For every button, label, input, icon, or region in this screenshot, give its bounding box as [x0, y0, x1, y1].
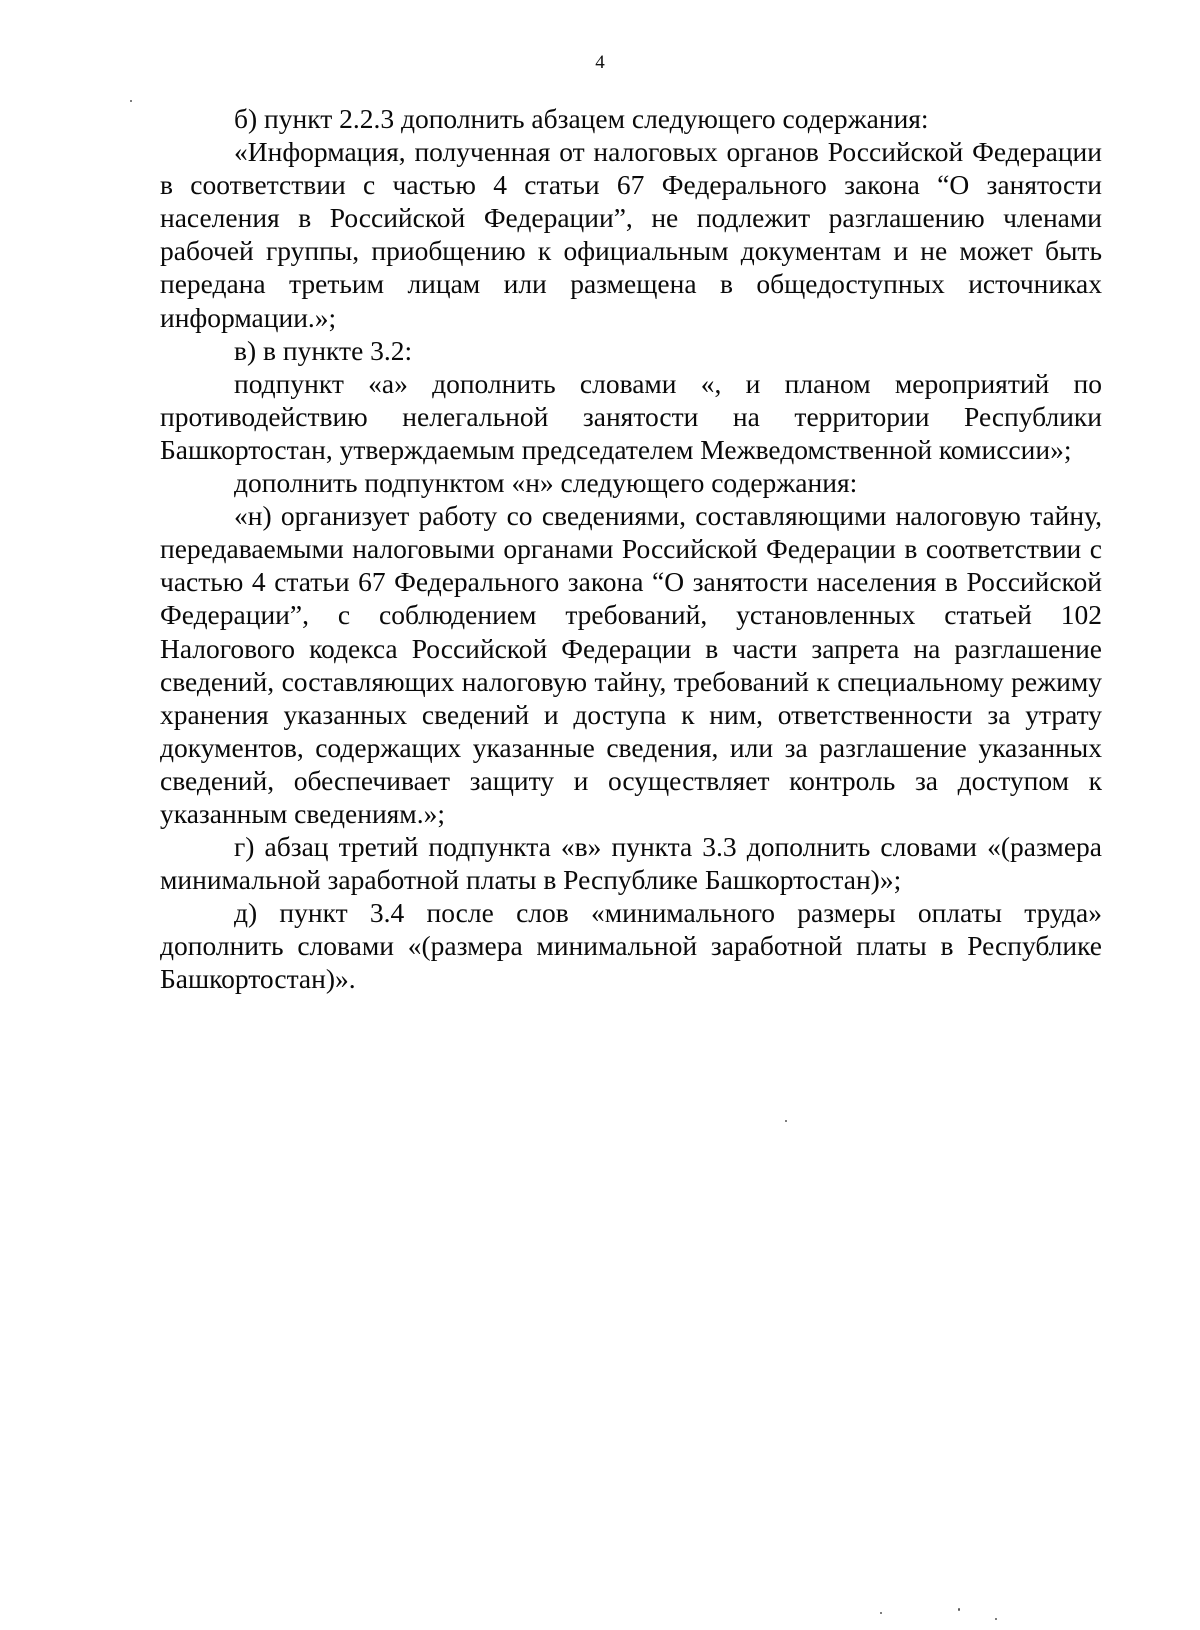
- scan-speck: [785, 1120, 787, 1122]
- scan-speck: [958, 1608, 960, 1611]
- paragraph-d: д) пункт 3.4 после слов «минимального размеры оплаты труда» дополнить словами «(размера минимальной заработной платы в Республике Башкортостан)».: [160, 897, 1102, 995]
- paragraph-b-quote: «Информация, полученная от налоговых органов Российской Федерации в соответствии с частью 4 статьи 67 Федерального закона “О занятости населения в Российской Федерации”, не подлежит разглашению членами рабочей группы, приобщению к официальным документам и не может быть передана третьим лицам или размещена в общедоступных источниках информации.»;: [160, 136, 1102, 333]
- scan-speck: [880, 1612, 882, 1614]
- scan-speck: [130, 100, 132, 102]
- paragraph-v-subpoint-a: подпункт «а» дополнить словами «, и планом мероприятий по противодействию нелегальной занятости на территории Республики Башкортостан, утверждаемым председателем Межведомственной комиссии»;: [160, 367, 1102, 465]
- document-body: [160, 102, 1102, 996]
- paragraph-v-subpoint-n-quote: «н) организует работу со сведениями, составляющими налоговую тайну, передаваемыми налоговыми органами Российской Федерации в соответствии с частью 4 статьи 67 Федерального закона “О занятости населения в Российской Федерации”, с соблюдением требований, установленных статьей 102 Налогового кодекса Российской Федерации в части запрета на разглашение сведений, составляющих налоговую тайну, требований к специальному режиму хранения указанных сведений и доступа к ним, ответственности за утрату документов, содержащих указанные сведения, или за разглашение указанных сведений, обеспечивает защиту и осуществляет контроль за доступом к указанным сведениям.»;: [160, 500, 1102, 829]
- scan-speck: [995, 1618, 997, 1620]
- page-number: 4: [595, 52, 605, 73]
- paragraph-v-add-subpoint-n: дополнить подпунктом «н» следующего содержания:: [234, 467, 858, 499]
- paragraph-v: в) в пункте 3.2:: [234, 334, 413, 366]
- paragraph-g: г) абзац третий подпункта «в» пункта 3.3 дополнить словами «(размера минимальной заработной платы в Республике Башкортостан)»;: [160, 831, 1102, 896]
- paragraph-b: б) пункт 2.2.3 дополнить абзацем следующего содержания:: [234, 103, 929, 134]
